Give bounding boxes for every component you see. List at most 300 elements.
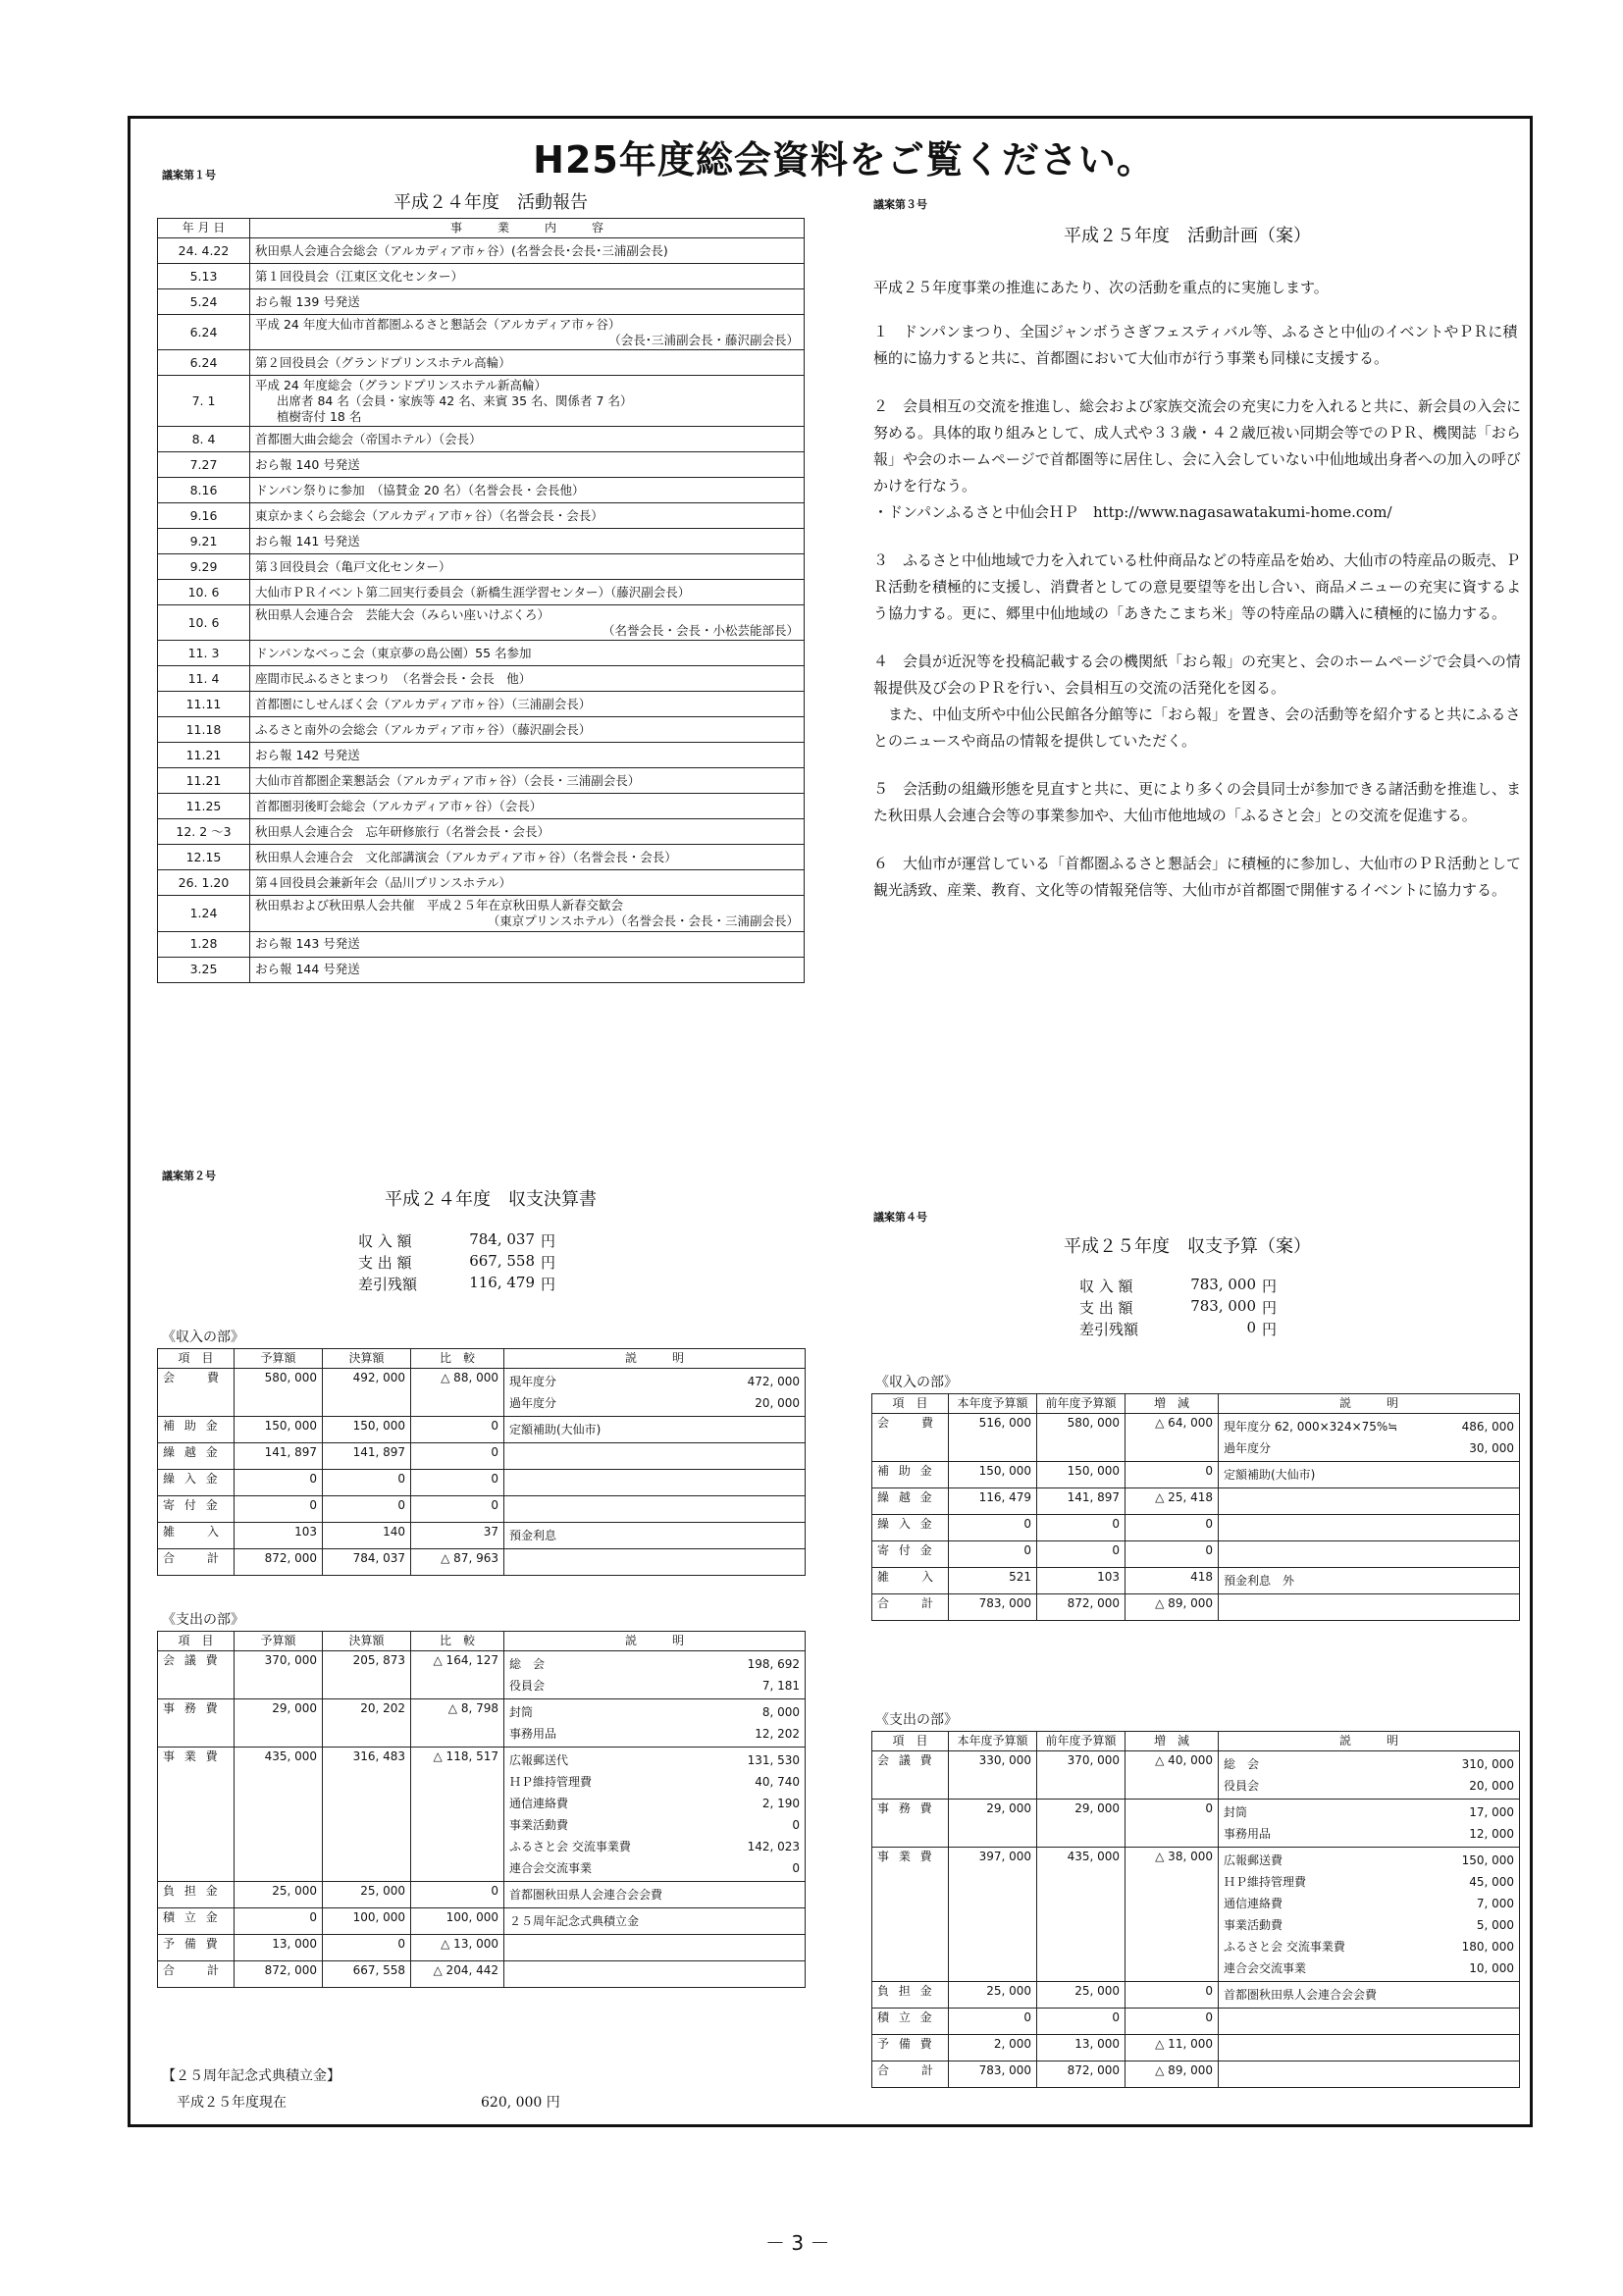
desc-amount: 2, 190 xyxy=(761,1796,800,1810)
activity-date: 11.25 xyxy=(158,794,250,819)
desc-amount: 150, 000 xyxy=(1461,1852,1514,1867)
amount-b: 100, 000 xyxy=(323,1908,411,1935)
summary-row xyxy=(1079,1297,1277,1319)
desc-label: 事務用品 xyxy=(1224,1826,1272,1841)
activity-content xyxy=(250,264,805,289)
description xyxy=(504,1935,806,1961)
amount-b: 0 xyxy=(323,1496,411,1523)
activity-date: 24. 4.22 xyxy=(158,238,250,264)
amount-a: 872, 000 xyxy=(235,1961,323,1988)
desc-label: 連合会交流事業 xyxy=(1224,1960,1307,1975)
amount-a: 141, 897 xyxy=(235,1443,323,1470)
activity-line: 座間市民ふるさとまつり （名誉会長・会長 他） xyxy=(255,671,532,687)
col-header: 前年度予算額 xyxy=(1037,1394,1126,1414)
description xyxy=(504,1699,806,1748)
item-name: 会 費 xyxy=(158,1369,235,1417)
col-header: 予算額 xyxy=(235,1632,323,1651)
activity-line: 秋田県人会連合会 芸能大会（みらい座いけぶくろ） xyxy=(255,607,550,623)
activity-date: 11. 4 xyxy=(158,666,250,692)
col-header: 説 明 xyxy=(1219,1732,1520,1751)
table-row xyxy=(158,845,805,870)
table-row xyxy=(158,768,805,794)
amount-a: 2, 000 xyxy=(949,2035,1037,2061)
activity-line: 第２回役員会（グランドプリンスホテル高輪） xyxy=(255,354,511,370)
description xyxy=(504,1549,806,1576)
activity-date: 10. 6 xyxy=(158,605,250,641)
desc-label: 総 会 xyxy=(509,1656,546,1671)
table-row xyxy=(158,238,805,264)
desc-line xyxy=(509,1771,800,1793)
description xyxy=(1219,1488,1520,1515)
activity-line: 秋田県人会連合会 文化部講演会（アルカディア市ヶ谷）（名誉会長・会長） xyxy=(255,850,677,865)
item2-expense-table xyxy=(157,1631,806,1988)
activity-date: 3.25 xyxy=(158,957,250,982)
desc-label: ふるさと会 交流事業費 xyxy=(1224,1939,1345,1954)
activity-line: 秋田県および秋田県人会共催 平成２５年在京秋田県人新春交歓会 xyxy=(255,898,624,913)
activity-line: 平成 24 年度総会（グランドプリンスホテル新高輪） xyxy=(255,378,547,393)
desc-amount: 8, 000 xyxy=(761,1704,800,1719)
page-title: H25年度総会資料をご覧ください。 xyxy=(533,138,1155,182)
amount-b: 25, 000 xyxy=(323,1882,411,1908)
activity-content xyxy=(250,289,805,315)
amount-diff: 0 xyxy=(1126,1982,1219,2009)
description xyxy=(1219,1462,1520,1488)
desc-amount: 131, 530 xyxy=(747,1752,800,1767)
item-name: 事 業 費 xyxy=(872,1848,949,1982)
item-name: 補 助 金 xyxy=(872,1462,949,1488)
plan-point: ４ 会員が近況等を投稿記載する会の機関紙「おら報」の充実と、会のホームページで会員への情報提供及び会のＰＲを行い、会員相互の交流の活発化を図る。 また、中仙支所や中仙公民館各分館等に「おら報」を置き、会の活動等を紹介すると共にふるさとのニュースや商品の情報を提供していただく。 xyxy=(873,652,1521,750)
desc-amount: 7, 181 xyxy=(761,1678,800,1693)
activity-report-table xyxy=(157,218,805,983)
desc-line xyxy=(1224,1437,1514,1459)
table-row xyxy=(158,1443,806,1470)
activity-date: 7.27 xyxy=(158,452,250,478)
table-row xyxy=(872,1488,1520,1515)
activity-content xyxy=(250,794,805,819)
item4-income-label: 《収入の部》 xyxy=(875,1375,958,1390)
amount-diff: △ 38, 000 xyxy=(1126,1848,1219,1982)
summary-value: 116, 479 xyxy=(469,1274,535,1291)
description xyxy=(504,1651,806,1699)
col-header: 説 明 xyxy=(1219,1394,1520,1414)
activity-date: 10. 6 xyxy=(158,580,250,605)
description xyxy=(504,1417,806,1443)
header-row xyxy=(872,1732,1520,1751)
col-header: 決算額 xyxy=(323,1632,411,1651)
table-row xyxy=(872,1751,1520,1800)
plan-point: ３ ふるさと中仙地域で力を入れている杜仲商品などの特産品を始め、大仙市の特産品の販売、ＰＲ活動を積極的に支援し、消費者としての意見要望等を出し合い、商品メニューの充実に資するよう協力する。更に、郷里中仙地域の「あきたこまち米」等の特産品の購入に積極的に協力する。 xyxy=(873,551,1522,622)
summary-unit: 円 xyxy=(541,1276,556,1293)
desc-label: 広報郵送費 xyxy=(1224,1852,1283,1867)
table-row xyxy=(872,1982,1520,2009)
desc-line xyxy=(509,1701,800,1723)
amount-b: 13, 000 xyxy=(1037,2035,1126,2061)
col-header: 予算額 xyxy=(235,1349,323,1369)
desc-label: ＨＰ維持管理費 xyxy=(1224,1874,1307,1889)
desc-amount: 0 xyxy=(792,1860,800,1875)
item4-expense-table xyxy=(871,1731,1520,2088)
summary-row xyxy=(358,1252,555,1274)
activity-line: 植樹寄付 18 名 xyxy=(277,408,362,424)
activity-content xyxy=(250,870,805,896)
desc-label: 過年度分 xyxy=(1224,1440,1272,1455)
table-row xyxy=(872,1541,1520,1568)
desc-label: 定額補助(大仙市) xyxy=(1224,1467,1316,1482)
description xyxy=(504,1470,806,1496)
amount-b: 0 xyxy=(323,1935,411,1961)
amount-b: 150, 000 xyxy=(1037,1462,1126,1488)
item-name: 合 計 xyxy=(872,1594,949,1621)
desc-line xyxy=(1224,1936,1514,1957)
amount-a: 330, 000 xyxy=(949,1751,1037,1800)
table-row xyxy=(158,666,805,692)
activity-content xyxy=(250,931,805,957)
activity-content xyxy=(250,315,805,350)
item-name: 雑 入 xyxy=(158,1523,235,1549)
col-header: 増 減 xyxy=(1126,1732,1219,1751)
description xyxy=(1219,2061,1520,2088)
desc-amount: 180, 000 xyxy=(1461,1939,1514,1954)
desc-label: 首都圏秋田県人会連合会会費 xyxy=(509,1887,663,1902)
table-row xyxy=(158,580,805,605)
description xyxy=(1219,1414,1520,1462)
summary-row xyxy=(1079,1319,1277,1340)
description xyxy=(504,1748,806,1882)
activity-content xyxy=(250,957,805,982)
table-row xyxy=(158,264,805,289)
description xyxy=(504,1908,806,1935)
description xyxy=(1219,1800,1520,1848)
table-row xyxy=(158,503,805,529)
item4-tag: 議案第４号 xyxy=(873,1211,927,1224)
table-row xyxy=(872,2035,1520,2061)
desc-amount: 30, 000 xyxy=(1469,1440,1514,1455)
activity-date: 9.16 xyxy=(158,503,250,529)
desc-amount: 198, 692 xyxy=(747,1656,800,1671)
description xyxy=(504,1961,806,1988)
amount-a: 29, 000 xyxy=(235,1699,323,1748)
item-name: 繰 入 金 xyxy=(872,1515,949,1541)
amount-b: 205, 873 xyxy=(323,1651,411,1699)
item1-title: 平成２４年度 活動報告 xyxy=(393,192,588,213)
activity-line: 首都圏羽後町会総会（アルカディア市ヶ谷）（会長） xyxy=(255,799,543,814)
plan-point: ２ 会員相互の交流を推進し、総会および家族交流会の充実に力を入れると共に、新会員の入会に努める。具体的取り組みとして、成人式や３３歳・４２歳厄祓い同期会等でのＰＲ、機関誌「おら報」や会のホームページで首都圏等に居住し、会に入会していない中仙地域出身者への加入の呼びかけを行なう。 ・ドンパンふるさと中仙会ＨＰ http://www.nagasawatakumi-home.com/ xyxy=(873,397,1522,521)
summary-key: 差引残額 xyxy=(1079,1321,1139,1338)
summary-unit: 円 xyxy=(1262,1278,1278,1295)
activity-content xyxy=(250,605,805,641)
item-name: 負 担 金 xyxy=(158,1882,235,1908)
item-name: 予 備 費 xyxy=(872,2035,949,2061)
summary-key: 支 出 額 xyxy=(358,1254,412,1272)
amount-b: 784, 037 xyxy=(323,1549,411,1576)
amount-diff: △ 40, 000 xyxy=(1126,1751,1219,1800)
table-row xyxy=(158,1961,806,1988)
amount-a: 150, 000 xyxy=(235,1417,323,1443)
item4-expense-label: 《支出の部》 xyxy=(875,1712,958,1728)
amount-diff: △ 25, 418 xyxy=(1126,1488,1219,1515)
item-name: 繰 越 金 xyxy=(158,1443,235,1470)
desc-line xyxy=(1224,1871,1514,1893)
activity-line: 第３回役員会（亀戸文化センター） xyxy=(255,558,451,574)
amount-b: 140 xyxy=(323,1523,411,1549)
activity-content xyxy=(250,427,805,452)
table-row xyxy=(158,794,805,819)
desc-line xyxy=(509,1857,800,1879)
amount-diff: △ 87, 963 xyxy=(411,1549,504,1576)
desc-line xyxy=(1224,1914,1514,1936)
table-row xyxy=(872,2061,1520,2088)
amount-a: 150, 000 xyxy=(949,1462,1037,1488)
table-row xyxy=(158,743,805,768)
table-row xyxy=(158,427,805,452)
amount-a: 25, 000 xyxy=(949,1982,1037,2009)
col-header: 前年度予算額 xyxy=(1037,1732,1126,1751)
desc-label: 総 会 xyxy=(1224,1756,1260,1771)
amount-diff: △ 88, 000 xyxy=(411,1369,504,1417)
activity-line: おら報 140 号発送 xyxy=(255,456,360,472)
item-name: 寄 付 金 xyxy=(158,1496,235,1523)
table-row xyxy=(158,931,805,957)
table-row xyxy=(158,717,805,743)
activity-date: 6.24 xyxy=(158,315,250,350)
amount-a: 516, 000 xyxy=(949,1414,1037,1462)
activity-date: 9.29 xyxy=(158,554,250,580)
desc-line xyxy=(509,1723,800,1745)
desc-label: 役員会 xyxy=(509,1678,546,1693)
activity-date: 11.11 xyxy=(158,692,250,717)
desc-amount: 310, 000 xyxy=(1461,1756,1514,1771)
desc-line xyxy=(509,1419,800,1440)
description xyxy=(504,1882,806,1908)
table-row xyxy=(872,1848,1520,1982)
desc-label: 現年度分 xyxy=(509,1374,557,1388)
table-row xyxy=(158,1935,806,1961)
amount-b: 370, 000 xyxy=(1037,1751,1126,1800)
desc-label: 首都圏秋田県人会連合会会費 xyxy=(1224,1987,1378,2002)
col-header: 比 較 xyxy=(411,1632,504,1651)
item2-title: 平成２４年度 収支決算書 xyxy=(385,1189,597,1210)
amount-diff: 0 xyxy=(1126,1541,1219,1568)
item4-title: 平成２５年度 収支予算（案） xyxy=(1064,1236,1311,1257)
description xyxy=(1219,1541,1520,1568)
col-header: 増 減 xyxy=(1126,1394,1219,1414)
amount-a: 580, 000 xyxy=(235,1369,323,1417)
table-row xyxy=(158,478,805,503)
activity-line: ドンパン祭りに参加 （協賛金 20 名）（名誉会長・会長他） xyxy=(255,482,585,497)
amount-b: 0 xyxy=(323,1470,411,1496)
reserve-value: 620, 000 円 xyxy=(481,2095,560,2111)
amount-diff: 0 xyxy=(411,1496,504,1523)
activity-line: （会長･三浦副会長・藤沢副会長） xyxy=(608,332,799,347)
desc-line xyxy=(509,1910,800,1932)
description xyxy=(1219,1848,1520,1982)
amount-diff: △ 11, 000 xyxy=(1126,2035,1219,2061)
col-header: 比 較 xyxy=(411,1349,504,1369)
desc-amount: 45, 000 xyxy=(1469,1874,1514,1889)
table-row xyxy=(158,452,805,478)
table-row xyxy=(158,1908,806,1935)
desc-line xyxy=(509,1836,800,1857)
activity-content xyxy=(250,717,805,743)
activity-content xyxy=(250,350,805,376)
amount-diff: 0 xyxy=(411,1443,504,1470)
activity-content xyxy=(250,452,805,478)
activity-date: 12. 2 ～3 xyxy=(158,819,250,845)
activity-line: 大仙市ＰＲイベント第二回実行委員会（新橋生涯学習センター）（藤沢副会長） xyxy=(255,584,691,600)
desc-line xyxy=(1224,1801,1514,1823)
item-name: 補 助 金 xyxy=(158,1417,235,1443)
header-row xyxy=(158,1349,806,1369)
amount-a: 0 xyxy=(949,2009,1037,2035)
amount-a: 872, 000 xyxy=(235,1549,323,1576)
item-name: 事 務 費 xyxy=(158,1699,235,1748)
table-row xyxy=(158,315,805,350)
item3-tag: 議案第３号 xyxy=(873,198,927,211)
description xyxy=(1219,1982,1520,2009)
table-row xyxy=(158,692,805,717)
activity-date: 5.13 xyxy=(158,264,250,289)
desc-amount: 142, 023 xyxy=(747,1839,800,1853)
item3-title: 平成２５年度 活動計画（案） xyxy=(1064,226,1311,246)
activity-date: 26. 1.20 xyxy=(158,870,250,896)
summary-row xyxy=(1079,1276,1277,1297)
activity-line: （名誉会長・会長・小松芸能部長） xyxy=(602,622,799,638)
activity-content xyxy=(250,580,805,605)
desc-amount: 0 xyxy=(792,1817,800,1832)
desc-label: 封筒 xyxy=(509,1704,534,1719)
desc-label: ふるさと会 交流事業費 xyxy=(509,1839,631,1853)
item-name: 合 計 xyxy=(872,2061,949,2088)
amount-diff: △ 89, 000 xyxy=(1126,2061,1219,2088)
summary-value: 667, 558 xyxy=(469,1252,535,1270)
activity-date: 5.24 xyxy=(158,289,250,315)
amount-a: 13, 000 xyxy=(235,1935,323,1961)
reserve-label: 平成２５年度現在 xyxy=(177,2095,287,2111)
plan-point: ６ 大仙市が運営している「首都圏ふるさと懇話会」に積極的に参加し、大仙市のＰＲ活動として観光誘致、産業、教育、文化等の情報発信等、大仙市が首都圏で開催するイベントに協力する。 xyxy=(873,855,1522,899)
table-row xyxy=(158,870,805,896)
activity-line: 第４回役員会兼新年会（品川プリンスホテル） xyxy=(255,875,512,891)
activity-content xyxy=(250,238,805,264)
summary-unit: 円 xyxy=(541,1232,556,1250)
amount-a: 103 xyxy=(235,1523,323,1549)
activity-date: 7. 1 xyxy=(158,376,250,427)
desc-amount: 12, 000 xyxy=(1469,1826,1514,1841)
item-name: 積 立 金 xyxy=(872,2009,949,2035)
desc-label: 預金利息 xyxy=(509,1528,557,1542)
col-content-header: 事 業 内 容 xyxy=(250,219,805,238)
item2-tag: 議案第２号 xyxy=(162,1170,216,1182)
table-row xyxy=(158,1496,806,1523)
amount-b: 20, 202 xyxy=(323,1699,411,1748)
amount-b: 25, 000 xyxy=(1037,1982,1126,2009)
activity-line: 大仙市首都圏企業懇話会（アルカディア市ヶ谷）（会長・三浦副会長） xyxy=(255,773,641,789)
amount-a: 0 xyxy=(949,1515,1037,1541)
item-name: 繰 越 金 xyxy=(872,1488,949,1515)
activity-content xyxy=(250,896,805,931)
desc-line xyxy=(509,1525,800,1546)
table-row xyxy=(158,1699,806,1748)
table-row xyxy=(158,376,805,427)
desc-amount: 20, 000 xyxy=(1469,1778,1514,1793)
activity-content xyxy=(250,743,805,768)
summary-row xyxy=(358,1274,555,1295)
desc-line xyxy=(509,1392,800,1414)
item2-income-table xyxy=(157,1348,806,1576)
desc-label: 現年度分 62, 000×324×75%≒ xyxy=(1224,1419,1398,1434)
activity-date: 11.21 xyxy=(158,768,250,794)
table-row xyxy=(872,1462,1520,1488)
item-name: 繰 入 金 xyxy=(158,1470,235,1496)
col-header: 説 明 xyxy=(504,1349,806,1369)
desc-label: 連合会交流事業 xyxy=(509,1860,593,1875)
summary-row xyxy=(358,1230,555,1252)
item4-summary xyxy=(1079,1276,1277,1340)
desc-line xyxy=(509,1793,800,1814)
amount-b: 580, 000 xyxy=(1037,1414,1126,1462)
summary-value: 784, 037 xyxy=(469,1230,535,1248)
item-name: 事 業 費 xyxy=(158,1748,235,1882)
page-number: － 3 － xyxy=(765,2231,830,2255)
col-header: 説 明 xyxy=(504,1632,806,1651)
amount-diff: △ 13, 000 xyxy=(411,1935,504,1961)
table-row xyxy=(158,554,805,580)
description xyxy=(1219,1515,1520,1541)
activity-date: 6.24 xyxy=(158,350,250,376)
description xyxy=(504,1369,806,1417)
col-header: 項 目 xyxy=(872,1394,949,1414)
amount-a: 0 xyxy=(235,1908,323,1935)
summary-key: 収 入 額 xyxy=(358,1232,412,1250)
amount-a: 0 xyxy=(235,1496,323,1523)
activity-content xyxy=(250,503,805,529)
activity-date: 11.18 xyxy=(158,717,250,743)
activity-content xyxy=(250,768,805,794)
activity-line: ふるさと南外の会総会（アルカディア市ヶ谷）（藤沢副会長） xyxy=(255,722,592,738)
summary-key: 支 出 額 xyxy=(1079,1299,1133,1317)
table-row xyxy=(158,529,805,554)
desc-label: 事業活動費 xyxy=(1224,1917,1283,1932)
activity-date: 8. 4 xyxy=(158,427,250,452)
activity-date: 9.21 xyxy=(158,529,250,554)
reserve-title: 【２５周年記念式典積立金】 xyxy=(162,2068,340,2084)
summary-unit: 円 xyxy=(1262,1299,1278,1317)
table-row xyxy=(872,1414,1520,1462)
col-header: 本年度予算額 xyxy=(949,1394,1037,1414)
amount-b: 872, 000 xyxy=(1037,1594,1126,1621)
description xyxy=(1219,1751,1520,1800)
amount-b: 667, 558 xyxy=(323,1961,411,1988)
activity-line: 平成 24 年度大仙市首都圏ふるさと懇話会（アルカディア市ヶ谷） xyxy=(255,317,621,332)
item-name: 負 担 金 xyxy=(872,1982,949,2009)
desc-line xyxy=(1224,1893,1514,1914)
desc-line xyxy=(509,1749,800,1771)
desc-line xyxy=(509,1653,800,1675)
amount-a: 435, 000 xyxy=(235,1748,323,1882)
table-row xyxy=(158,1882,806,1908)
amount-diff: 0 xyxy=(411,1882,504,1908)
activity-line: 首都圏にしせんぼく会（アルカディア市ヶ谷）（三浦副会長） xyxy=(255,697,592,712)
summary-unit: 円 xyxy=(1262,1321,1278,1338)
item-name: 寄 付 金 xyxy=(872,1541,949,1568)
table-row xyxy=(158,1417,806,1443)
header-row xyxy=(158,1632,806,1651)
item-name: 積 立 金 xyxy=(158,1908,235,1935)
amount-a: 116, 479 xyxy=(949,1488,1037,1515)
desc-line xyxy=(1224,1570,1514,1592)
col-header: 決算額 xyxy=(323,1349,411,1369)
activity-content xyxy=(250,692,805,717)
amount-a: 521 xyxy=(949,1568,1037,1594)
